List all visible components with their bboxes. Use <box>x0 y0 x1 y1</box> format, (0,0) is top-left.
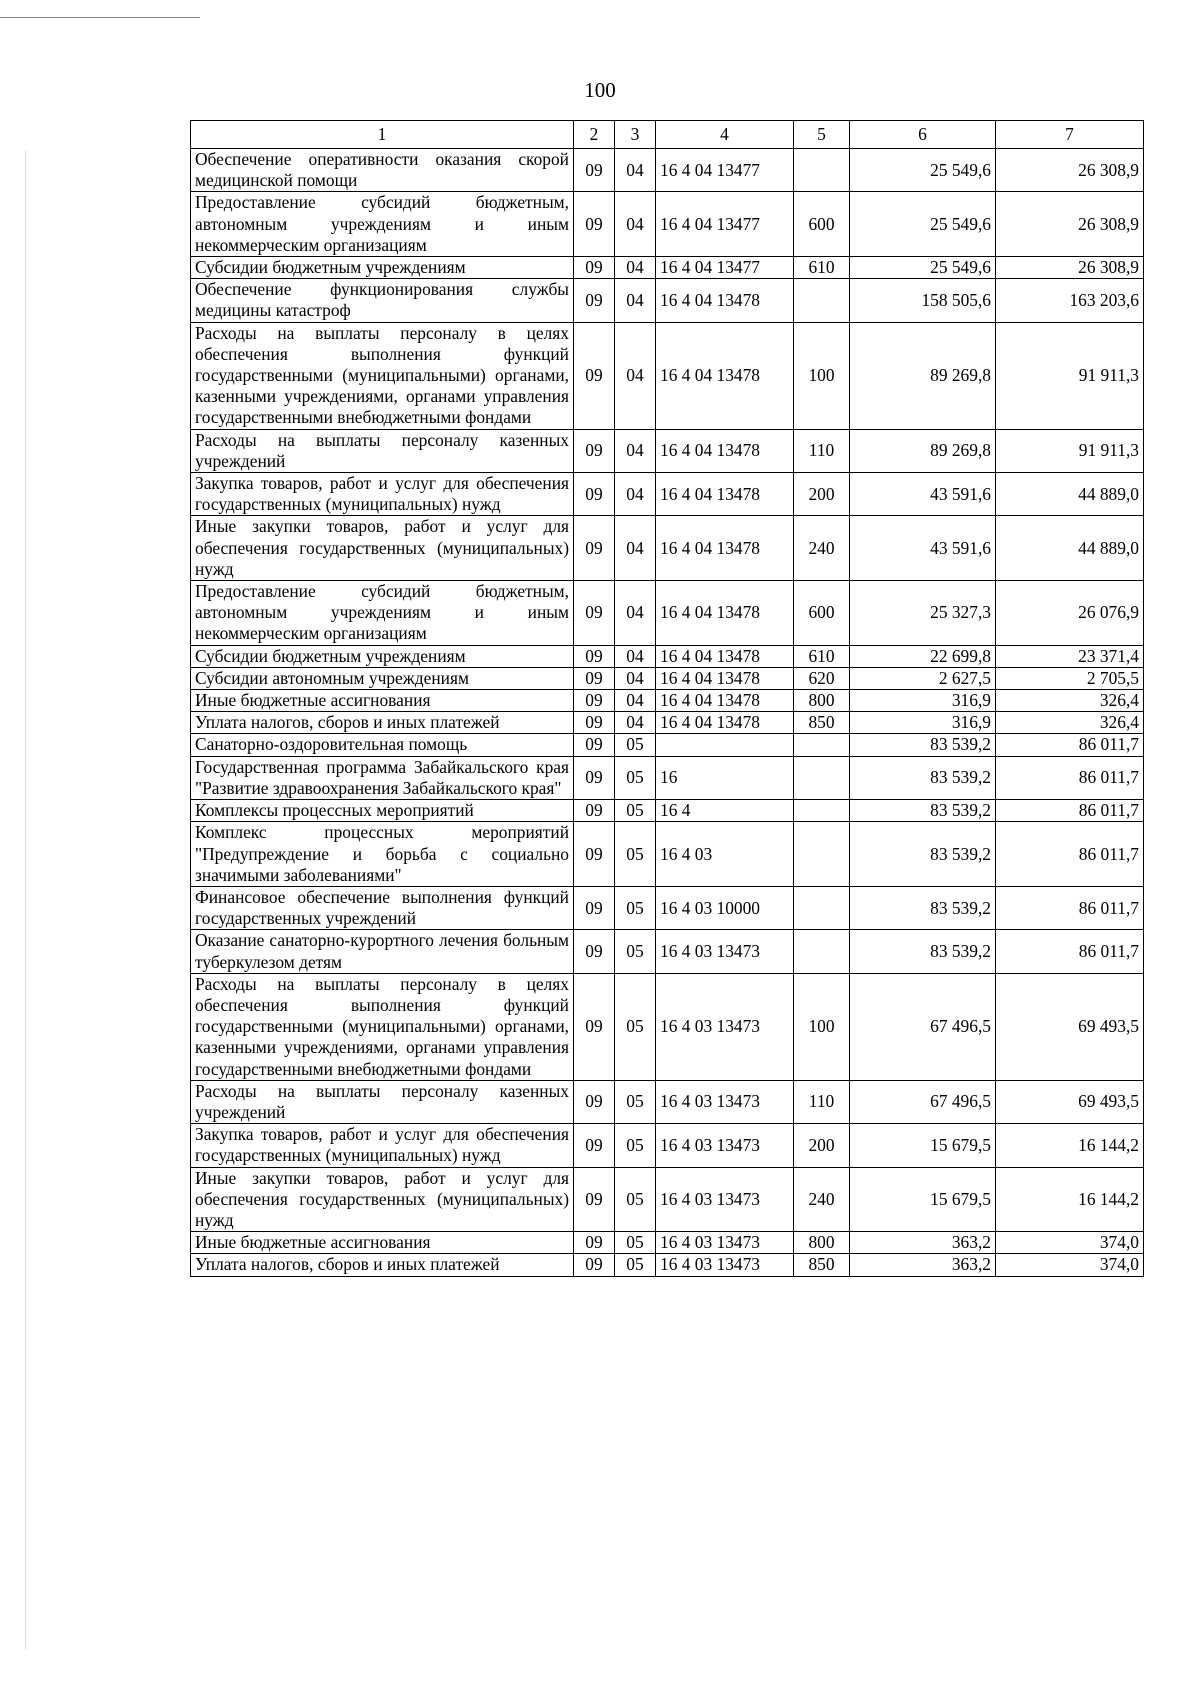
expense-type-cell <box>794 149 850 192</box>
table-row <box>191 257 1144 279</box>
row-name-cell: Субсидии автономным учреждениям <box>191 667 574 689</box>
target-article-cell: 16 4 04 13478 <box>656 690 794 712</box>
section-code-cell: 09 <box>574 690 615 712</box>
subsection-code-cell: 04 <box>615 322 656 429</box>
column-header: 6 <box>850 121 996 149</box>
target-article-cell: 16 4 04 13477 <box>656 149 794 192</box>
amount-year2-cell: 326,4 <box>996 690 1144 712</box>
section-code-cell: 09 <box>574 930 615 973</box>
expense-type-cell: 800 <box>794 1232 850 1254</box>
amount-year1-cell: 15 679,5 <box>850 1124 996 1167</box>
subsection-code-cell: 05 <box>615 1167 656 1232</box>
subsection-code-cell: 05 <box>615 1254 656 1276</box>
target-article-cell: 16 4 03 13473 <box>656 1167 794 1232</box>
expense-type-cell: 610 <box>794 257 850 279</box>
row-name-cell: Комплексы процессных мероприятий <box>191 800 574 822</box>
expense-type-cell <box>794 734 850 756</box>
expense-type-cell: 610 <box>794 645 850 667</box>
subsection-code-cell: 04 <box>615 667 656 689</box>
amount-year1-cell: 25 549,6 <box>850 149 996 192</box>
row-name-cell: Расходы на выплаты персоналу казенных учреждений <box>191 1080 574 1123</box>
section-code-cell: 09 <box>574 973 615 1080</box>
subsection-code-cell: 04 <box>615 581 656 646</box>
amount-year1-cell: 83 539,2 <box>850 886 996 929</box>
subsection-code-cell: 04 <box>615 279 656 322</box>
amount-year2-cell: 374,0 <box>996 1232 1144 1254</box>
amount-year2-cell: 16 144,2 <box>996 1124 1144 1167</box>
row-name-cell: Предоставление субсидий бюджетным, автономным учреждениям и иным некоммерческим организациям <box>191 192 574 257</box>
subsection-code-cell: 05 <box>615 756 656 799</box>
amount-year1-cell: 83 539,2 <box>850 800 996 822</box>
table-row <box>191 429 1144 472</box>
row-name-cell: Уплата налогов, сборов и иных платежей <box>191 712 574 734</box>
amount-year2-cell: 326,4 <box>996 712 1144 734</box>
expense-type-cell <box>794 800 850 822</box>
row-name-cell: Закупка товаров, работ и услуг для обеспечения государственных (муниципальных) нужд <box>191 473 574 516</box>
amount-year2-cell: 86 011,7 <box>996 822 1144 887</box>
amount-year1-cell: 43 591,6 <box>850 516 996 581</box>
subsection-code-cell: 05 <box>615 886 656 929</box>
target-article-cell: 16 4 03 13473 <box>656 1124 794 1167</box>
amount-year2-cell: 86 011,7 <box>996 930 1144 973</box>
scan-artifact-line <box>0 17 200 18</box>
expense-type-cell <box>794 930 850 973</box>
amount-year2-cell: 23 371,4 <box>996 645 1144 667</box>
row-name-cell: Субсидии бюджетным учреждениям <box>191 645 574 667</box>
subsection-code-cell: 04 <box>615 473 656 516</box>
amount-year2-cell: 86 011,7 <box>996 886 1144 929</box>
expense-type-cell: 620 <box>794 667 850 689</box>
table-row <box>191 149 1144 192</box>
target-article-cell: 16 4 04 13477 <box>656 257 794 279</box>
row-name-cell: Закупка товаров, работ и услуг для обеспечения государственных (муниципальных) нужд <box>191 1124 574 1167</box>
row-name-cell: Обеспечение функционирования службы медицины катастроф <box>191 279 574 322</box>
section-code-cell: 09 <box>574 279 615 322</box>
table-row <box>191 1167 1144 1232</box>
target-article-cell: 16 4 03 13473 <box>656 1232 794 1254</box>
amount-year1-cell: 83 539,2 <box>850 822 996 887</box>
table-row <box>191 973 1144 1080</box>
row-name-cell: Иные закупки товаров, работ и услуг для обеспечения государственных (муниципальных) нужд <box>191 1167 574 1232</box>
amount-year1-cell: 83 539,2 <box>850 756 996 799</box>
amount-year2-cell: 86 011,7 <box>996 734 1144 756</box>
amount-year1-cell: 2 627,5 <box>850 667 996 689</box>
section-code-cell: 09 <box>574 1232 615 1254</box>
amount-year1-cell: 83 539,2 <box>850 734 996 756</box>
subsection-code-cell: 05 <box>615 1232 656 1254</box>
amount-year2-cell: 86 011,7 <box>996 800 1144 822</box>
expense-type-cell: 600 <box>794 192 850 257</box>
section-code-cell: 09 <box>574 667 615 689</box>
amount-year1-cell: 363,2 <box>850 1232 996 1254</box>
section-code-cell: 09 <box>574 192 615 257</box>
row-name-cell: Санаторно-оздоровительная помощь <box>191 734 574 756</box>
table-body <box>191 149 1144 1277</box>
section-code-cell: 09 <box>574 1080 615 1123</box>
expense-type-cell: 600 <box>794 581 850 646</box>
section-code-cell: 09 <box>574 645 615 667</box>
amount-year1-cell: 89 269,8 <box>850 322 996 429</box>
subsection-code-cell: 04 <box>615 712 656 734</box>
amount-year2-cell: 26 308,9 <box>996 192 1144 257</box>
subsection-code-cell: 04 <box>615 149 656 192</box>
page-number: 100 <box>584 78 616 102</box>
section-code-cell: 09 <box>574 473 615 516</box>
amount-year2-cell: 163 203,6 <box>996 279 1144 322</box>
expense-type-cell: 200 <box>794 473 850 516</box>
amount-year2-cell: 16 144,2 <box>996 1167 1144 1232</box>
amount-year1-cell: 67 496,5 <box>850 973 996 1080</box>
expense-type-cell: 850 <box>794 712 850 734</box>
subsection-code-cell: 04 <box>615 645 656 667</box>
row-name-cell: Субсидии бюджетным учреждениям <box>191 257 574 279</box>
amount-year2-cell: 26 308,9 <box>996 257 1144 279</box>
section-code-cell: 09 <box>574 1254 615 1276</box>
amount-year2-cell: 2 705,5 <box>996 667 1144 689</box>
table-row <box>191 1232 1144 1254</box>
amount-year1-cell: 15 679,5 <box>850 1167 996 1232</box>
subsection-code-cell: 05 <box>615 973 656 1080</box>
section-code-cell: 09 <box>574 149 615 192</box>
column-header: 3 <box>615 121 656 149</box>
section-code-cell: 09 <box>574 1167 615 1232</box>
budget-table <box>190 120 1144 1277</box>
section-code-cell: 09 <box>574 1124 615 1167</box>
row-name-cell: Финансовое обеспечение выполнения функций государственных учреждений <box>191 886 574 929</box>
expense-type-cell: 100 <box>794 322 850 429</box>
row-name-cell: Иные бюджетные ассигнования <box>191 1232 574 1254</box>
amount-year1-cell: 83 539,2 <box>850 930 996 973</box>
row-name-cell: Государственная программа Забайкальского края "Развитие здравоохранения Забайкальского края" <box>191 756 574 799</box>
column-header: 4 <box>656 121 794 149</box>
amount-year1-cell: 316,9 <box>850 712 996 734</box>
column-header: 5 <box>794 121 850 149</box>
amount-year1-cell: 67 496,5 <box>850 1080 996 1123</box>
row-name-cell: Предоставление субсидий бюджетным, автономным учреждениям и иным некоммерческим организациям <box>191 581 574 646</box>
amount-year1-cell: 89 269,8 <box>850 429 996 472</box>
row-name-cell: Расходы на выплаты персоналу казенных учреждений <box>191 429 574 472</box>
target-article-cell: 16 4 03 13473 <box>656 930 794 973</box>
amount-year1-cell: 25 549,6 <box>850 257 996 279</box>
target-article-cell: 16 4 <box>656 800 794 822</box>
subsection-code-cell: 05 <box>615 1124 656 1167</box>
amount-year1-cell: 25 549,6 <box>850 192 996 257</box>
section-code-cell: 09 <box>574 581 615 646</box>
expense-type-cell: 240 <box>794 1167 850 1232</box>
table-row <box>191 1124 1144 1167</box>
subsection-code-cell: 05 <box>615 822 656 887</box>
section-code-cell: 09 <box>574 822 615 887</box>
target-article-cell: 16 4 03 13473 <box>656 1254 794 1276</box>
subsection-code-cell: 05 <box>615 1080 656 1123</box>
table-row <box>191 516 1144 581</box>
table-row <box>191 1080 1144 1123</box>
section-code-cell: 09 <box>574 429 615 472</box>
target-article-cell: 16 4 03 13473 <box>656 973 794 1080</box>
row-name-cell: Иные бюджетные ассигнования <box>191 690 574 712</box>
table-row <box>191 690 1144 712</box>
table-row <box>191 645 1144 667</box>
scan-artifact-line <box>25 150 26 1650</box>
amount-year1-cell: 43 591,6 <box>850 473 996 516</box>
amount-year2-cell: 44 889,0 <box>996 516 1144 581</box>
amount-year1-cell: 316,9 <box>850 690 996 712</box>
target-article-cell: 16 4 04 13478 <box>656 645 794 667</box>
target-article-cell: 16 4 04 13478 <box>656 516 794 581</box>
row-name-cell: Расходы на выплаты персоналу в целях обеспечения выполнения функций государственными (муниципальными) органами, казенными учреждениями, органами управления государственными внебюджетными фондами <box>191 973 574 1080</box>
table-row <box>191 822 1144 887</box>
amount-year2-cell: 26 308,9 <box>996 149 1144 192</box>
table-row <box>191 667 1144 689</box>
target-article-cell: 16 4 04 13478 <box>656 322 794 429</box>
section-code-cell: 09 <box>574 800 615 822</box>
table-row <box>191 756 1144 799</box>
amount-year1-cell: 363,2 <box>850 1254 996 1276</box>
section-code-cell: 09 <box>574 712 615 734</box>
target-article-cell: 16 4 04 13478 <box>656 712 794 734</box>
subsection-code-cell: 05 <box>615 734 656 756</box>
subsection-code-cell: 04 <box>615 690 656 712</box>
expense-type-cell: 850 <box>794 1254 850 1276</box>
expense-type-cell <box>794 886 850 929</box>
expense-type-cell: 240 <box>794 516 850 581</box>
amount-year2-cell: 26 076,9 <box>996 581 1144 646</box>
table-row <box>191 734 1144 756</box>
target-article-cell: 16 4 03 <box>656 822 794 887</box>
target-article-cell: 16 4 03 10000 <box>656 886 794 929</box>
row-name-cell: Иные закупки товаров, работ и услуг для обеспечения государственных (муниципальных) нужд <box>191 516 574 581</box>
amount-year2-cell: 69 493,5 <box>996 973 1144 1080</box>
expense-type-cell: 110 <box>794 1080 850 1123</box>
target-article-cell: 16 4 04 13478 <box>656 667 794 689</box>
row-name-cell: Оказание санаторно-курортного лечения больным туберкулезом детям <box>191 930 574 973</box>
amount-year2-cell: 44 889,0 <box>996 473 1144 516</box>
amount-year1-cell: 158 505,6 <box>850 279 996 322</box>
amount-year1-cell: 25 327,3 <box>850 581 996 646</box>
row-name-cell: Комплекс процессных мероприятий "Предупреждение и борьба с социально значимыми заболеваниями" <box>191 822 574 887</box>
amount-year2-cell: 86 011,7 <box>996 756 1144 799</box>
table-row <box>191 1254 1144 1276</box>
table-row <box>191 581 1144 646</box>
section-code-cell: 09 <box>574 734 615 756</box>
expense-type-cell: 100 <box>794 973 850 1080</box>
amount-year2-cell: 69 493,5 <box>996 1080 1144 1123</box>
table-row <box>191 930 1144 973</box>
target-article-cell <box>656 734 794 756</box>
target-article-cell: 16 4 04 13478 <box>656 581 794 646</box>
row-name-cell: Уплата налогов, сборов и иных платежей <box>191 1254 574 1276</box>
amount-year2-cell: 374,0 <box>996 1254 1144 1276</box>
table-row <box>191 712 1144 734</box>
amount-year1-cell: 22 699,8 <box>850 645 996 667</box>
target-article-cell: 16 4 03 13473 <box>656 1080 794 1123</box>
table-row <box>191 473 1144 516</box>
target-article-cell: 16 4 04 13478 <box>656 473 794 516</box>
target-article-cell: 16 <box>656 756 794 799</box>
expense-type-cell <box>794 756 850 799</box>
section-code-cell: 09 <box>574 886 615 929</box>
subsection-code-cell: 04 <box>615 257 656 279</box>
row-name-cell: Обеспечение оперативности оказания скорой медицинской помощи <box>191 149 574 192</box>
row-name-cell: Расходы на выплаты персоналу в целях обеспечения выполнения функций государственными (муниципальными) органами, казенными учреждениями, органами управления государственными внебюджетными фондами <box>191 322 574 429</box>
table-row <box>191 800 1144 822</box>
subsection-code-cell: 04 <box>615 429 656 472</box>
section-code-cell: 09 <box>574 322 615 429</box>
expense-type-cell: 800 <box>794 690 850 712</box>
expense-type-cell <box>794 822 850 887</box>
table-row <box>191 279 1144 322</box>
table-header-row <box>191 121 1144 149</box>
section-code-cell: 09 <box>574 516 615 581</box>
section-code-cell: 09 <box>574 257 615 279</box>
table-row <box>191 322 1144 429</box>
expense-type-cell <box>794 279 850 322</box>
subsection-code-cell: 04 <box>615 192 656 257</box>
column-header: 7 <box>996 121 1144 149</box>
expense-type-cell: 200 <box>794 1124 850 1167</box>
table-row <box>191 886 1144 929</box>
target-article-cell: 16 4 04 13478 <box>656 279 794 322</box>
table-row <box>191 192 1144 257</box>
subsection-code-cell: 05 <box>615 800 656 822</box>
amount-year2-cell: 91 911,3 <box>996 322 1144 429</box>
target-article-cell: 16 4 04 13478 <box>656 429 794 472</box>
subsection-code-cell: 04 <box>615 516 656 581</box>
subsection-code-cell: 05 <box>615 930 656 973</box>
amount-year2-cell: 91 911,3 <box>996 429 1144 472</box>
target-article-cell: 16 4 04 13477 <box>656 192 794 257</box>
section-code-cell: 09 <box>574 756 615 799</box>
column-header: 1 <box>191 121 574 149</box>
expense-type-cell: 110 <box>794 429 850 472</box>
column-header: 2 <box>574 121 615 149</box>
